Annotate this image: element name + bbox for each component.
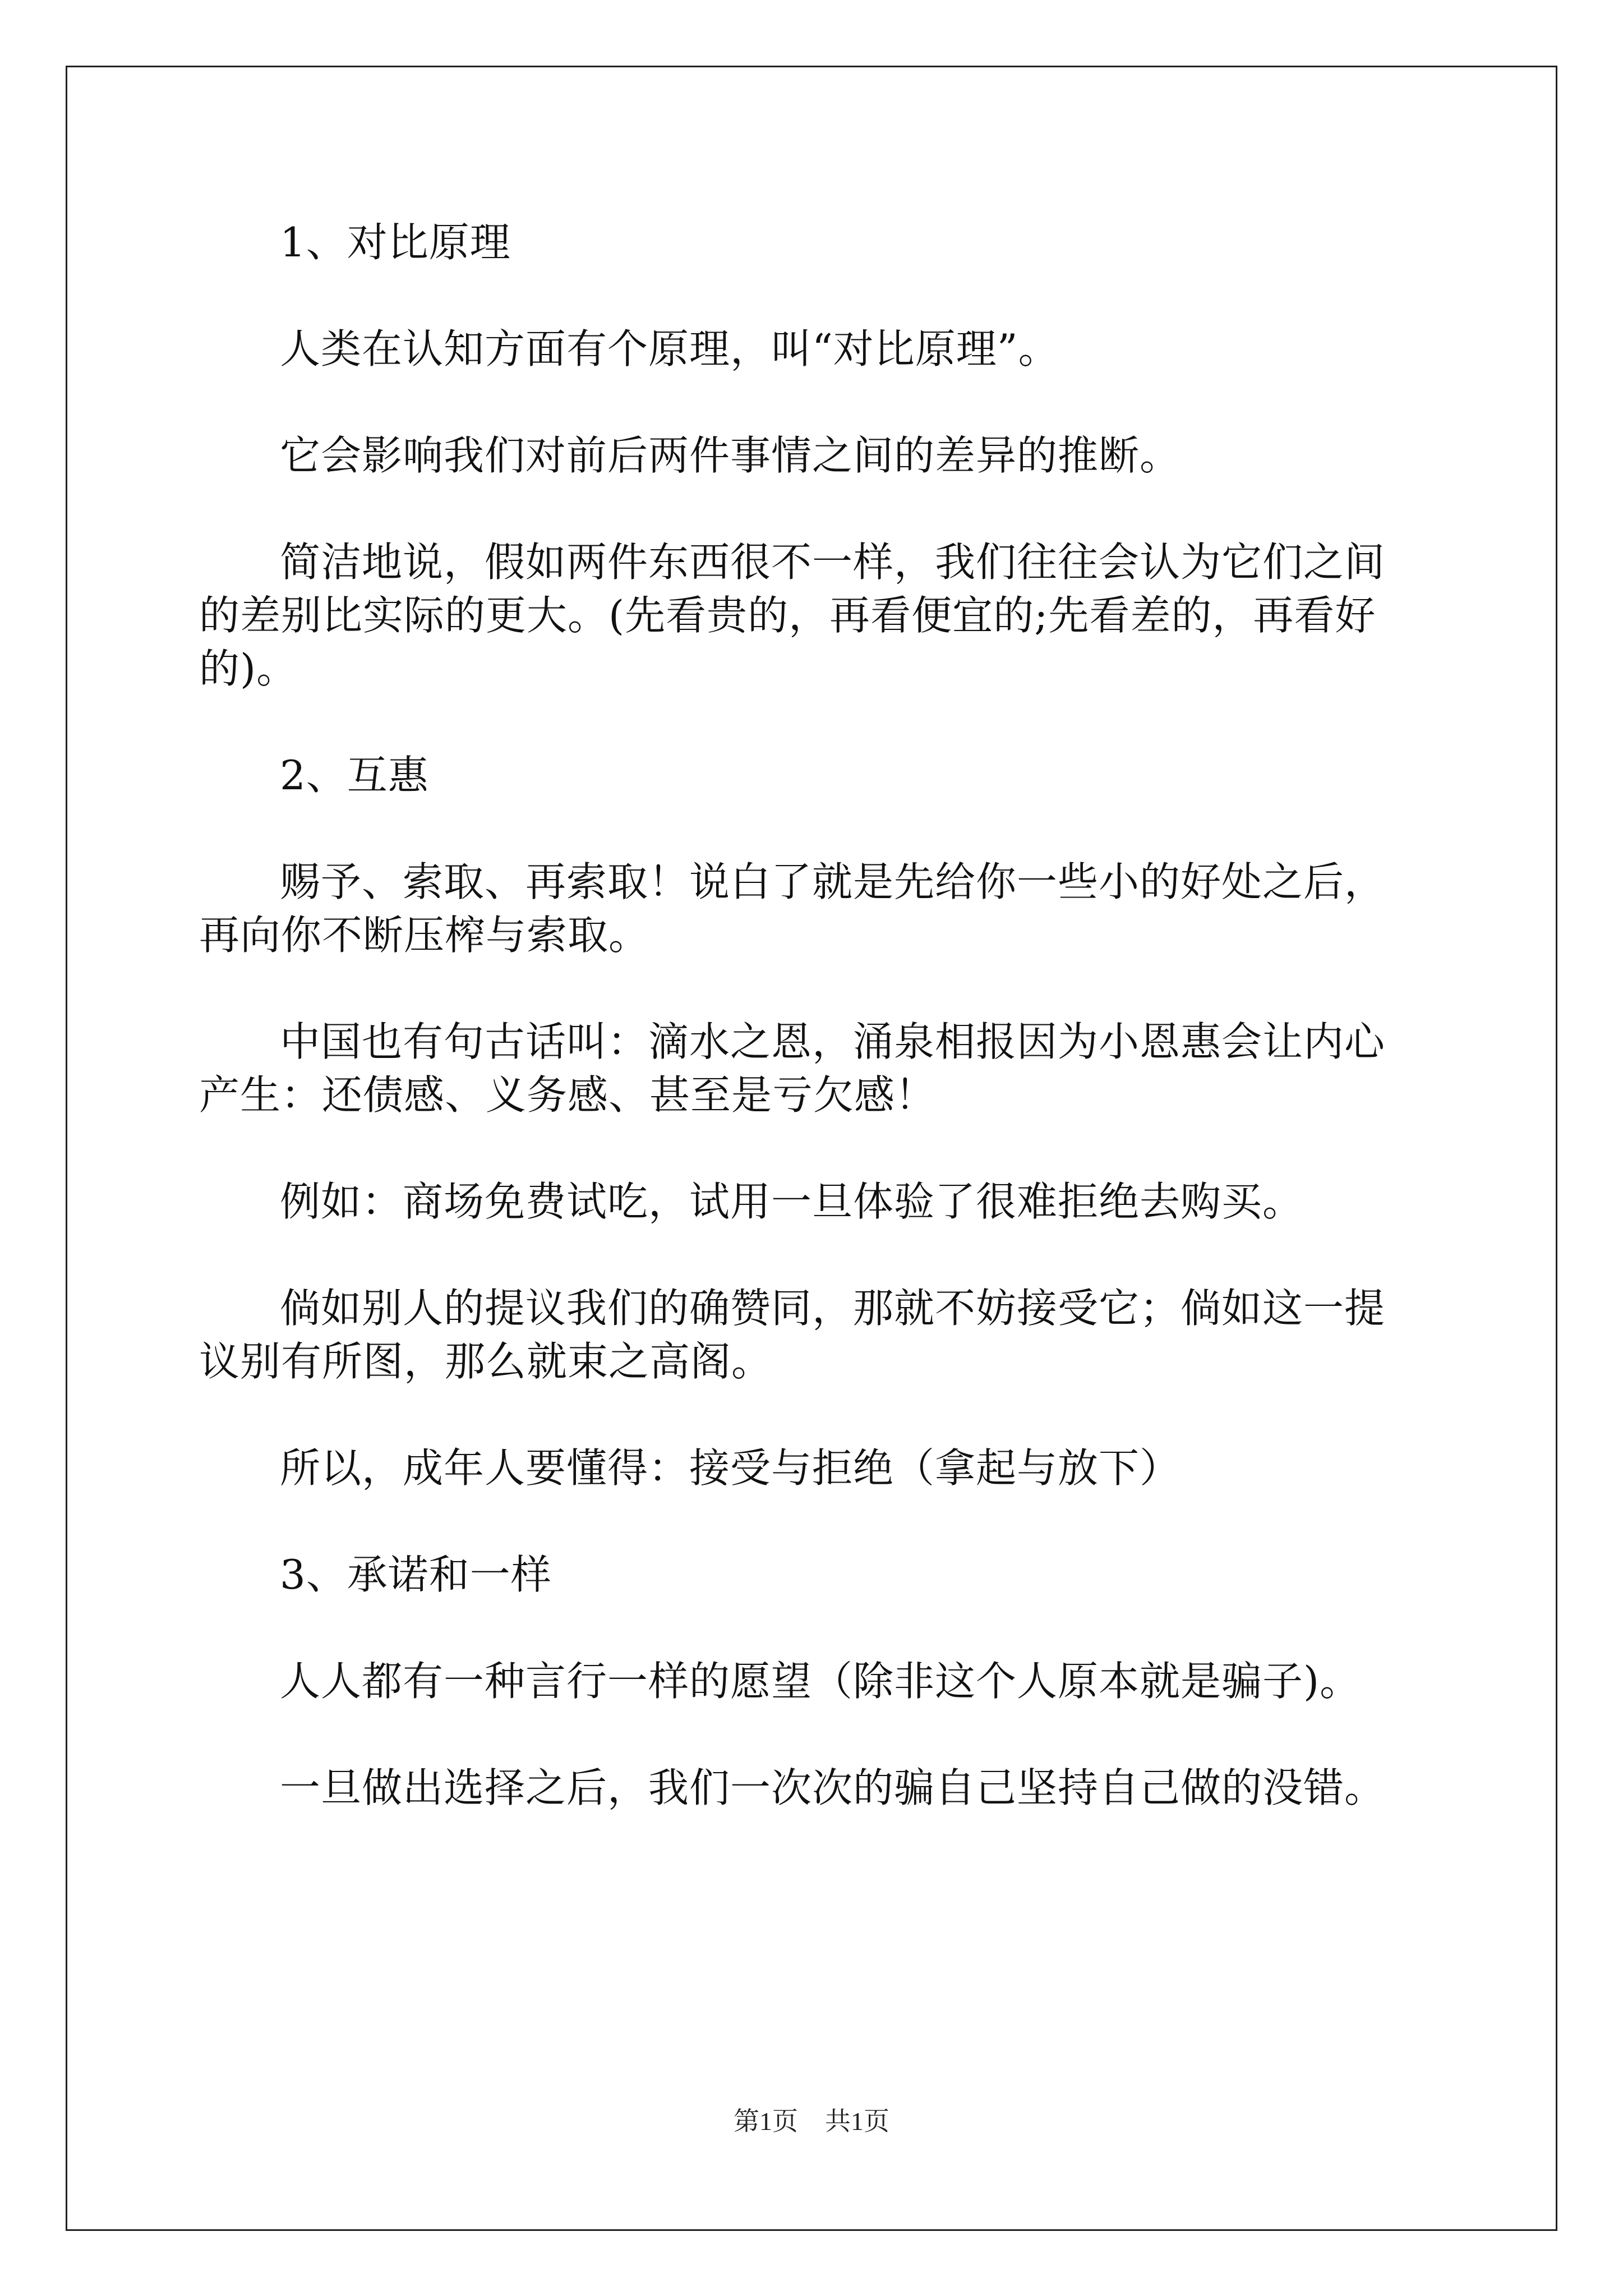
paragraph: 人类在认知方面有个原理，叫“对比原理”。 [280, 325, 1059, 372]
page-total: 共1页 [825, 2107, 889, 2136]
heading-reciprocity: 2、互惠 [280, 752, 429, 799]
paragraph: 简洁地说，假如两件东西很不一样，我们往往会认为它们之间的差别比实际的更大。(先看贵的，再看便宜的;先看差的，再看好的)。 [199, 539, 1386, 692]
paragraph: 赐予、索取、再索取！说白了就是先给你一些小的好处之后，再向你不断压榨与索取。 [199, 858, 1386, 959]
document-body [199, 216, 1422, 1815]
page-number: 第1页 [734, 2107, 798, 2136]
heading-contrast-principle: 1、对比原理 [280, 219, 511, 266]
paragraph: 所以，成年人要懂得：接受与拒绝（拿起与放下） [280, 1444, 1181, 1492]
paragraph: 人人都有一种言行一样的愿望（除非这个人原本就是骗子)。 [280, 1658, 1361, 1705]
paragraph: 中国也有句古话叫：滴水之恩，涌泉相报因为小恩惠会让内心产生：还债感、义务感、甚至是亏欠感！ [199, 1018, 1386, 1119]
paragraph: 例如：商场免费试吃，试用一旦体验了很难拒绝去购买。 [280, 1178, 1304, 1225]
paragraph: 它会影响我们对前后两件事情之间的差异的推断。 [280, 432, 1181, 479]
heading-commitment-consistency: 3、承诺和一样 [280, 1551, 552, 1598]
paragraph: 倘如别人的提议我们的确赞同，那就不妨接受它；倘如这一提议别有所图，那么就束之高阁。 [199, 1285, 1386, 1385]
page-footer [0, 2105, 1623, 2138]
paragraph: 一旦做出选择之后，我们一次次的骗自己坚持自己做的没错。 [280, 1764, 1386, 1811]
